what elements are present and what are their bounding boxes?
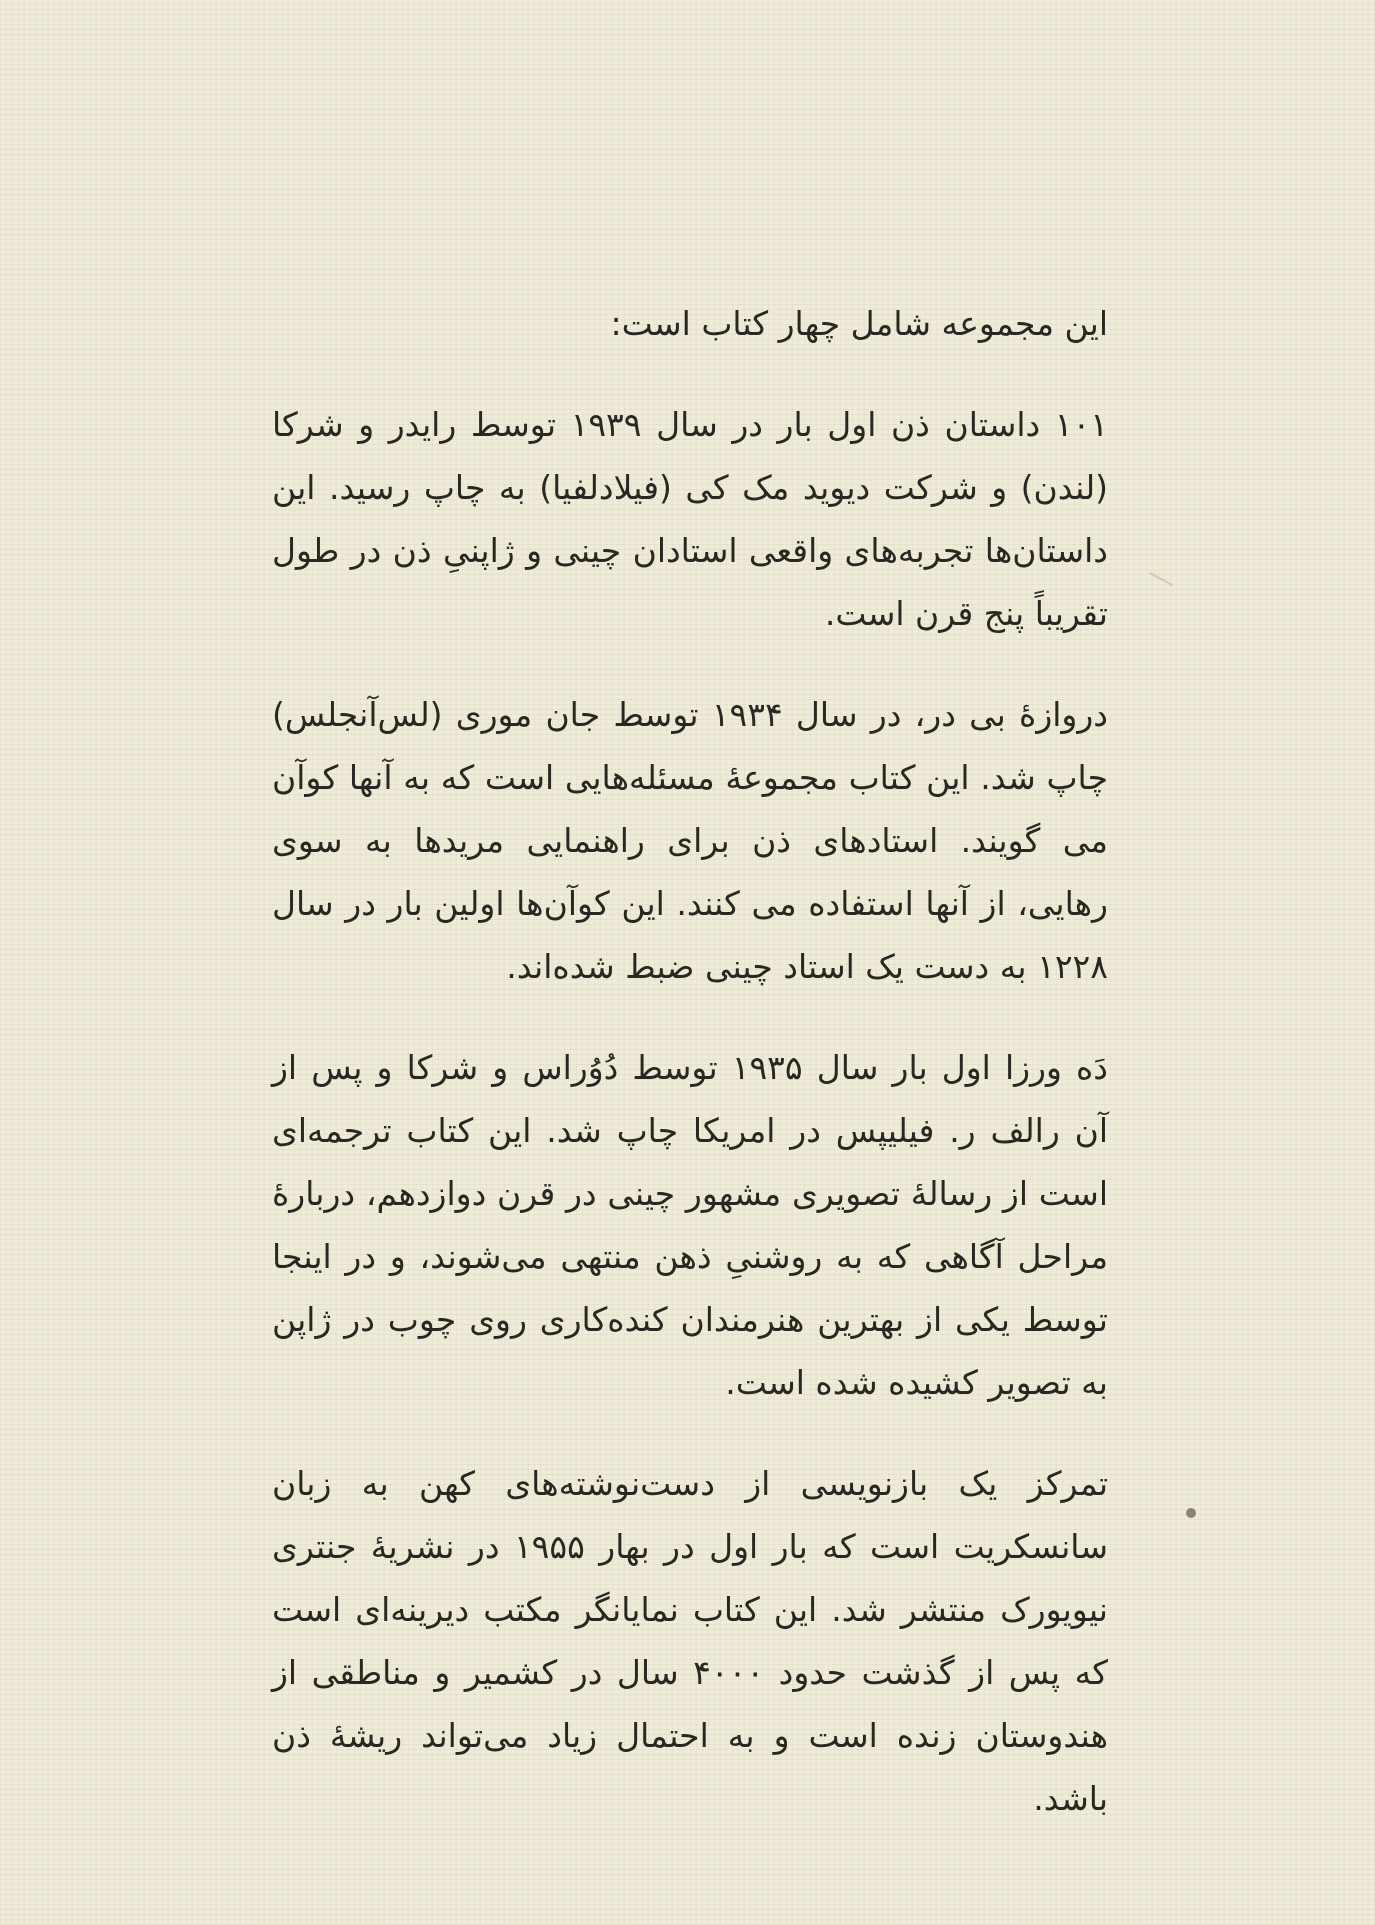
paper-speck: [1186, 1508, 1196, 1518]
intro-line: این مجموعه شامل چهار کتاب است:: [610, 304, 1108, 343]
paragraph-ten-bulls: دَه ورزا اول بار سال ۱۹۳۵ توسط دُوُراس و شرکا و پس از آن رالف ر. فیلیپس در امریکا چاپ شد. این کتاب ترجمه‌ای است از رسالهٔ تصویری مشهور چینی در قرن دوازدهم، دربارهٔ مراحل آگاهی که به روشنیِ ذهن منتهی می‌شوند، و در اینجا توسط یکی از بهترین هنرمندان کنده‌کاری روی چوب در ژاپن به تصویر کشیده شده است.: [272, 1048, 1108, 1402]
paragraph-101-zen-stories: ۱۰۱ داستان ذن اول بار در سال ۱۹۳۹ توسط رایدر و شرکا (لندن) و شرکت دیوید مک کی (فیلادلفیا) به چاپ رسید. این داستان‌ها تجربه‌های واقعی استادان چینی و ژاپنیِ ذن در طول تقریباً پنج قرن است.: [272, 405, 1108, 633]
description-text: [272, 292, 1108, 1830]
paragraph-centering: تمرکز یک بازنویسی از دست‌نوشته‌های کهن به زبان سانسکریت است که بار اول در بهار ۱۹۵۵ در نشریهٔ جنتری نیویورک منتشر شد. این کتاب نمایانگر مکتب دیرینه‌ای است که پس از گذشت حدود ۴۰۰۰ سال در کشمیر و مناطقی از هندوستان زنده است و به احتمال زیاد می‌تواند ریشهٔ ذن باشد.: [272, 1464, 1108, 1818]
paper-mark: [1149, 572, 1173, 586]
paragraph-gateless-gate: دروازهٔ بی در، در سال ۱۹۳۴ توسط جان موری (لس‌آنجلس) چاپ شد. این کتاب مجموعهٔ مسئله‌هایی است که به آنها کوآن می گویند. استادهای ذن برای راهنمایی مریدها به سوی رهایی، از آنها استفاده می کنند. این کوآن‌ها اولین بار در سال ۱۲۲۸ به دست یک استاد چینی ضبط شده‌اند.: [272, 695, 1109, 986]
